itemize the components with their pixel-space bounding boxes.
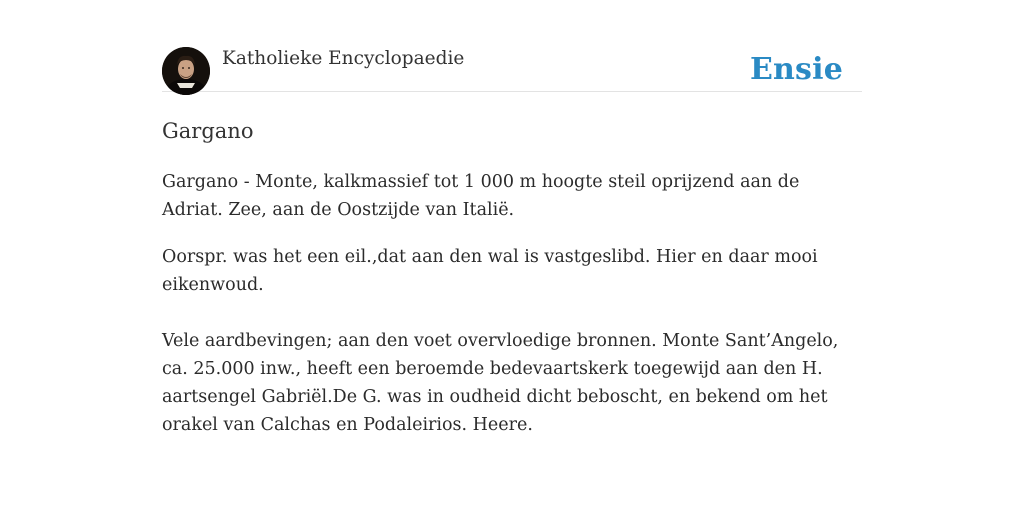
article-title: Gargano xyxy=(162,119,254,143)
ensie-logo[interactable]: Ensie xyxy=(749,52,843,87)
article-paragraph: Vele aardbevingen; aan den voet overvloedige bronnen. Monte Sant’Angelo, ca. 25.000 inw., heeft een beroemde bedevaartskerk toegewijd aan den H. aartsengel Gabriël.De G. was in oudheid dicht beboscht, en bekend om het orakel van Calchas en Podaleirios. Heere. xyxy=(162,331,839,435)
header xyxy=(162,44,862,92)
article-paragraph: Oorspr. was het een eil.,dat aan den wal is vastgeslibd. Hier en daar mooi eikenwoud. xyxy=(162,247,818,295)
article-body xyxy=(162,168,862,439)
source-name[interactable]: Katholieke Encyclopaedie xyxy=(222,48,465,69)
article-paragraph: Gargano - Monte, kalkmassief tot 1 000 m hoogte steil oprijzend aan de Adriat. Zee, aan de Oostzijde van Italië. xyxy=(162,172,800,220)
portrait-avatar-icon[interactable] xyxy=(162,47,210,95)
